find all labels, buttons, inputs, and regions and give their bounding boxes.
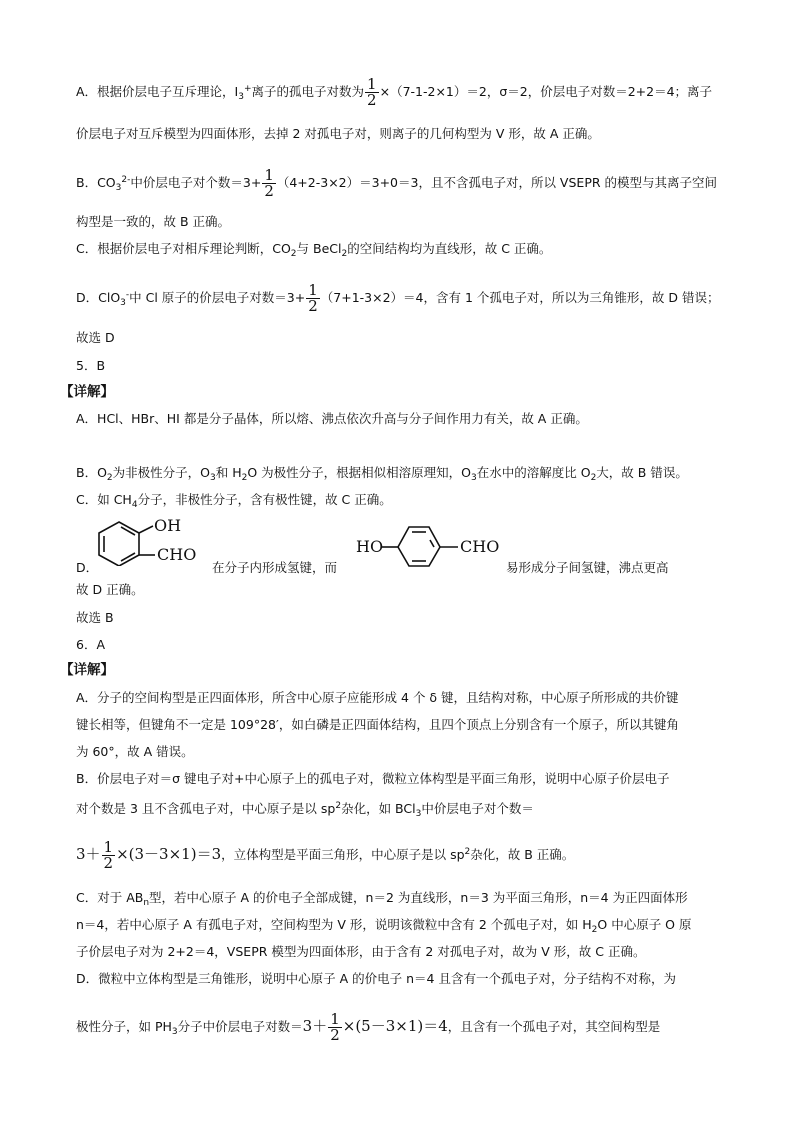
math: 3＋	[302, 1017, 328, 1035]
text: （4+2-3×2）＝3+0＝3，且不含孤电子对，所以 VSEPR 的模型与其离子空间	[276, 175, 718, 190]
text: 分子中价层电子对数＝	[177, 1019, 303, 1034]
line-d1	[76, 283, 719, 314]
fraction	[306, 283, 320, 314]
fraction-denominator: 2	[103, 854, 114, 872]
fraction-denominator: 2	[367, 91, 377, 109]
text: 对个数是 3 且不含孤电子对，中心原子是以 sp	[76, 801, 336, 816]
fraction	[365, 77, 379, 108]
subscript: n	[143, 898, 150, 908]
q6-line-b1: B．价层电子对＝σ 键电子对+中心原子上的孤电子对，微粒立体构型是平面三角形，说明中心原子价层电子	[76, 771, 670, 786]
q6-line-a3: 为 60°，故 A 错误。	[76, 744, 194, 759]
superscript: -	[125, 290, 130, 300]
line-answer-d: 故选 D	[76, 330, 115, 345]
text: 为非极性分子，O	[112, 465, 210, 480]
ring-double-bond	[121, 553, 135, 561]
text: 极性分子，如 PH	[76, 1019, 172, 1034]
text: ×（7-1-2×1）＝2，σ＝2，价层电子对数＝2+2＝4；离子	[379, 84, 713, 99]
q5-answer: 故选 B	[76, 610, 114, 625]
text: 在水中的溶解度比 O	[476, 465, 591, 480]
text: C．如 CH	[76, 492, 132, 507]
math: ×(5－3×1)＝4	[342, 1017, 448, 1035]
fraction-denominator: 2	[308, 297, 318, 315]
q6-line-d1: D．微粒中立体构型是三角锥形，说明中心原子 A 的价电子 n＝4 且含有一个孤电子对，分子结构不对称，为	[76, 971, 676, 986]
subscript: 2	[241, 473, 248, 483]
text: O 为极性分子，根据相似相溶原理知，O	[247, 465, 471, 480]
text: 中 Cl 原子的价层电子对数＝3+	[129, 290, 306, 305]
q5-line-b	[76, 465, 688, 486]
subscript: 3	[171, 1027, 178, 1037]
text: 大，故 B 错误。	[596, 465, 688, 480]
fraction-numerator: 1	[330, 1010, 340, 1028]
cho-label: CHO	[157, 545, 197, 564]
oh-label: OH	[154, 518, 182, 535]
text: n＝4，若中心原子 A 有孤电子对，空间构型为 V 形，说明该微粒中含有 2 个孤电子对，如 H	[76, 917, 592, 932]
superscript: 2	[335, 801, 342, 811]
subscript: 4	[131, 500, 138, 510]
subscript: 2	[290, 249, 297, 259]
benzene-ring	[99, 522, 139, 566]
subscript: 2	[591, 925, 598, 935]
line-q5-number: 5．B	[76, 358, 106, 373]
text: 中价层电子对个数＝	[421, 801, 534, 816]
q6-line-a2: 键长相等，但键角不一定是 109°28′，如白磷是正四面体结构，且四个顶点上分别含有一个原子，所以其键角	[76, 717, 679, 732]
line-c1	[76, 241, 551, 262]
q6-line-a1: A．分子的空间构型是正四面体形，所含中心原子应能形成 4 个 δ 键，且结构对称，中心原子所形成的共价键	[76, 690, 679, 705]
text: 杂化，故 B 正确。	[470, 847, 575, 862]
q5-line-c	[76, 492, 392, 513]
superscript: 2-	[121, 175, 131, 185]
subscript: 3	[471, 473, 477, 483]
math: 3＋	[76, 845, 101, 863]
subscript: 3	[238, 92, 244, 102]
line-q6-number: 6．A	[76, 637, 106, 652]
oh-bond	[139, 526, 153, 533]
q6-line-c2	[76, 917, 692, 938]
q5-d-label: D．	[76, 560, 99, 575]
fraction-numerator: 1	[103, 838, 114, 856]
q5-detail-label: 【详解】	[60, 384, 114, 400]
fraction-numerator: 1	[367, 75, 377, 93]
text: ，且含有一个孤电子对，其空间构型是	[447, 1019, 661, 1034]
line-b2: 构型是一致的，故 B 正确。	[76, 214, 231, 229]
q6-line-c3: 子价层电子对为 2+2＝4，VSEPR 模型为四面体形，由于含有 2 对孤电子对，故为 V 形，故 C 正确。	[76, 944, 646, 959]
text: 离子的孤电子对数为	[251, 84, 365, 99]
text: C．根据价层电子对相斥理论判断，CO	[76, 241, 291, 256]
fraction	[262, 168, 276, 199]
subscript: 2	[106, 473, 113, 483]
salicylaldehyde-structure	[95, 518, 210, 566]
q6-detail-label: 【详解】	[60, 662, 114, 678]
cho-label: CHO	[460, 537, 500, 556]
subscript: 3	[115, 183, 122, 193]
q5-d-post: 易形成分子间氢键，沸点更高	[506, 560, 669, 575]
fraction-numerator: 1	[264, 166, 274, 184]
subscript: 3	[210, 473, 216, 483]
fraction	[328, 1012, 342, 1043]
text: B．CO	[76, 175, 116, 190]
fraction-denominator: 2	[264, 182, 274, 200]
ho-label: HO	[356, 537, 384, 556]
text: O 中心原子 O 原	[597, 917, 692, 932]
text: C．对于 AB	[76, 890, 144, 905]
fraction-numerator: 1	[308, 281, 318, 299]
superscript: +	[243, 84, 252, 94]
q5-d-line2: 故 D 正确。	[76, 582, 144, 597]
q6-line-b2	[76, 798, 534, 822]
q6-line-b3	[76, 840, 574, 871]
math: ×(3－3×1)＝3	[116, 845, 222, 863]
q6-line-d2	[76, 1012, 660, 1043]
q5-d-mid: 在分子内形成氢键，而	[212, 560, 338, 575]
ring-double-bond	[121, 527, 135, 535]
line-a1	[76, 77, 712, 108]
text: A．根据价层电子互斥理论，I	[76, 84, 239, 99]
subscript: 2	[341, 249, 348, 259]
p-hydroxybenzaldehyde-structure	[354, 523, 504, 567]
text: 型，若中心原子 A 的价电子全部成键，n＝2 为直线形，n＝3 为平面三角形，n＝4 为正四面体形	[149, 890, 688, 905]
text: ，立体构型是平面三角形，中心原子是以 sp	[221, 847, 465, 862]
text: （7+1-3×2）＝4，含有 1 个孤电子对，所以为三角锥形，故 D 错误；	[320, 290, 720, 305]
fraction	[102, 840, 116, 871]
text: B．O	[76, 465, 107, 480]
subscript: 2	[590, 473, 597, 483]
fraction-denominator: 2	[330, 1026, 340, 1044]
line-a2: 价层电子对互斥模型为四面体形，去掉 2 对孤电子对，则离子的几何构型为 V 形，故 A 正确。	[76, 126, 600, 141]
ring-double-bond	[430, 540, 434, 547]
text: 杂化，如 BCl	[341, 801, 416, 816]
q5-line-a: A．HCl、HBr、HI 都是分子晶体，所以熔、沸点依次升高与分子间作用力有关，故 A 正确。	[76, 411, 588, 426]
text: D．ClO	[76, 290, 121, 305]
text: 和 H	[215, 465, 242, 480]
subscript: 3	[415, 809, 422, 819]
q6-line-c1	[76, 890, 688, 911]
text: 的空间结构均为直线形，故 C 正确。	[347, 241, 552, 256]
line-b1	[76, 168, 717, 199]
text: 分子，非极性分子，含有极性键，故 C 正确。	[137, 492, 392, 507]
superscript: 2	[464, 847, 471, 857]
text: 中价层电子对个数＝3+	[130, 175, 262, 190]
text: 与 BeCl	[296, 241, 342, 256]
subscript: 3	[120, 298, 126, 308]
